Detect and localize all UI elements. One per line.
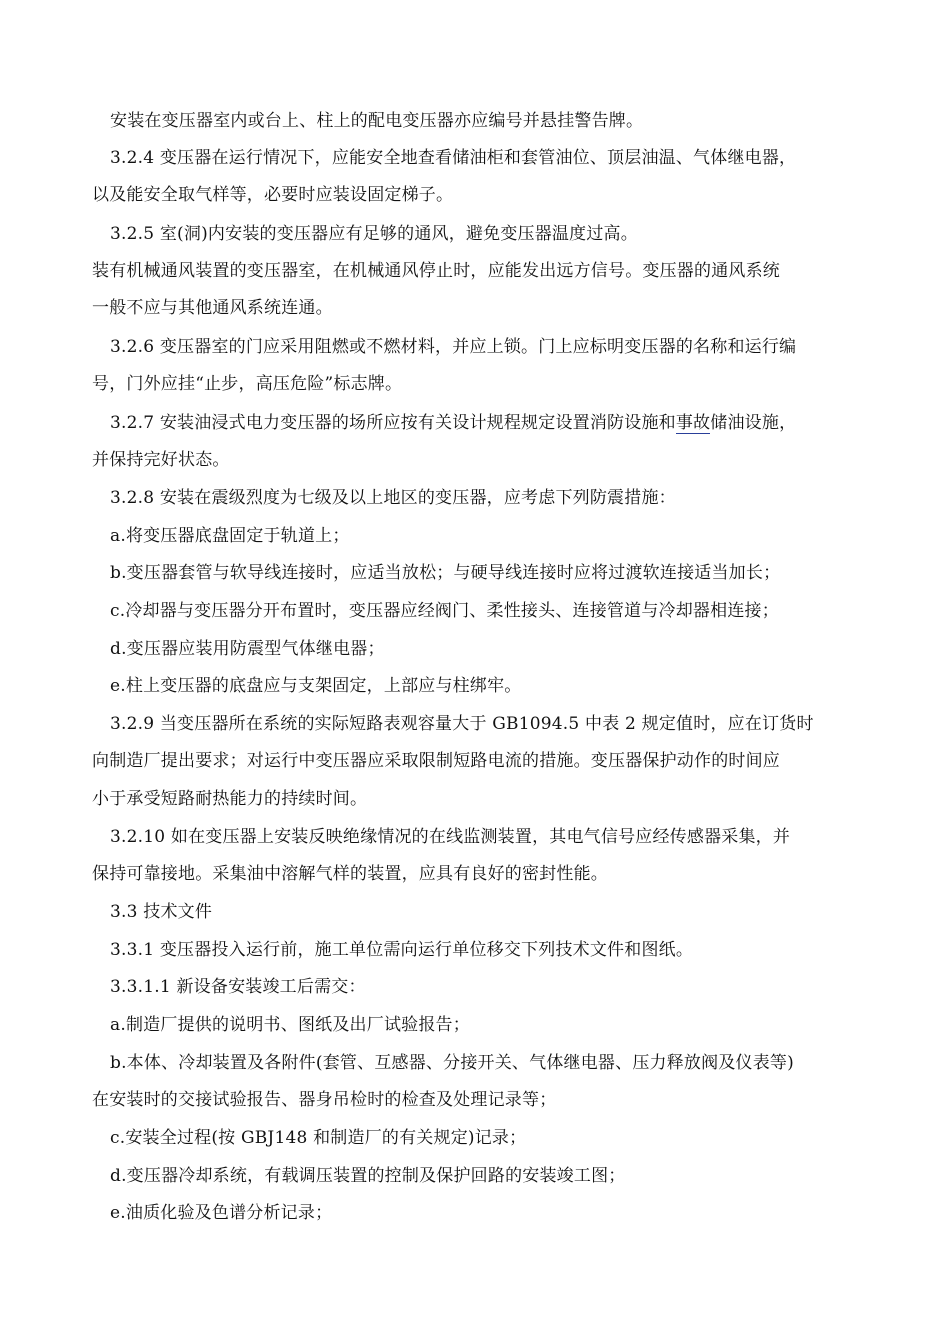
accident-link[interactable]: 事故 bbox=[675, 413, 711, 433]
list-item: e.油质化验及色谱分析记录； bbox=[110, 1203, 333, 1223]
paragraph-line: 在安装时的交接试验报告、器身吊检时的检查及处理记录等； bbox=[92, 1090, 557, 1110]
line-text-before-link: 3.2.7 安装油浸式电力变压器的场所应按有关设计规程规定设置消防设施和 bbox=[110, 413, 676, 433]
paragraph-line: 向制造厂提出要求；对运行中变压器应采取限制短路电流的措施。变压器保护动作的时间应 bbox=[92, 751, 780, 771]
list-item: a.制造厂提供的说明书、图纸及出厂试验报告； bbox=[110, 1015, 470, 1035]
paragraph-line: 3.2.10 如在变压器上安装反映绝缘情况的在线监测装置，其电气信号应经传感器采集，并 bbox=[110, 827, 791, 847]
paragraph-line: 3.3.1 变压器投入运行前，施工单位需向运行单位移交下列技术文件和图纸。 bbox=[110, 940, 694, 960]
list-item: b.变压器套管与软导线连接时，应适当放松；与硬导线连接时应将过渡软连接适当加长； bbox=[110, 563, 781, 583]
list-item: e.柱上变压器的底盘应与支架固定，上部应与柱绑牢。 bbox=[110, 676, 522, 696]
list-item: d.变压器应装用防震型气体继电器； bbox=[110, 639, 385, 659]
paragraph-line: 小于承受短路耐热能力的持续时间。 bbox=[92, 789, 368, 809]
list-item: b.本体、冷却装置及各附件(套管、互感器、分接开关、气体继电器、压力释放阀及仪表等) bbox=[110, 1053, 794, 1073]
paragraph-line bbox=[110, 412, 796, 434]
paragraph-line: 号，门外应挂“止步，高压危险”标志牌。 bbox=[92, 374, 403, 394]
paragraph-line: 3.2.8 安装在震级烈度为七级及以上地区的变压器，应考虑下列防震措施： bbox=[110, 488, 676, 508]
paragraph-line: 3.2.5 室(洞)内安装的变压器应有足够的通风，避免变压器温度过高。 bbox=[110, 224, 638, 244]
paragraph-line: 以及能安全取气样等，必要时应装设固定梯子。 bbox=[92, 185, 454, 205]
paragraph-line: 保持可靠接地。采集油中溶解气样的装置，应具有良好的密封性能。 bbox=[92, 864, 608, 884]
section-heading: 3.3 技术文件 bbox=[110, 902, 213, 922]
paragraph-line: 3.2.4 变压器在运行情况下，应能安全地查看储油柜和套管油位、顶层油温、气体继电器， bbox=[110, 148, 797, 168]
paragraph-line: 3.3.1.1 新设备安装竣工后需交： bbox=[110, 977, 366, 997]
list-item: c.安装全过程(按 GBJ148 和制造厂的有关规定)记录； bbox=[110, 1128, 527, 1148]
paragraph-line: 3.2.9 当变压器所在系统的实际短路表观容量大于 GB1094.5 中表 2 规定值时，应在订货时 bbox=[110, 714, 814, 734]
list-item: d.变压器冷却系统，有载调压装置的控制及保护回路的安装竣工图； bbox=[110, 1166, 626, 1186]
line-text-after-link: 储油设施， bbox=[710, 413, 797, 433]
paragraph-line: 安装在变压器室内或台上、柱上的配电变压器亦应编号并悬挂警告牌。 bbox=[110, 111, 644, 131]
paragraph-line: 并保持完好状态。 bbox=[92, 450, 230, 470]
list-item: a.将变压器底盘固定于轨道上； bbox=[110, 526, 350, 546]
list-item: c.冷却器与变压器分开布置时，变压器应经阀门、柔性接头、连接管道与冷却器相连接； bbox=[110, 601, 779, 621]
paragraph-line: 装有机械通风装置的变压器室，在机械通风停止时，应能发出远方信号。变压器的通风系统 bbox=[92, 261, 780, 281]
paragraph-line: 3.2.6 变压器室的门应采用阻燃或不燃材料，并应上锁。门上应标明变压器的名称和运行编 bbox=[110, 337, 797, 357]
paragraph-line: 一般不应与其他通风系统连通。 bbox=[92, 298, 333, 318]
